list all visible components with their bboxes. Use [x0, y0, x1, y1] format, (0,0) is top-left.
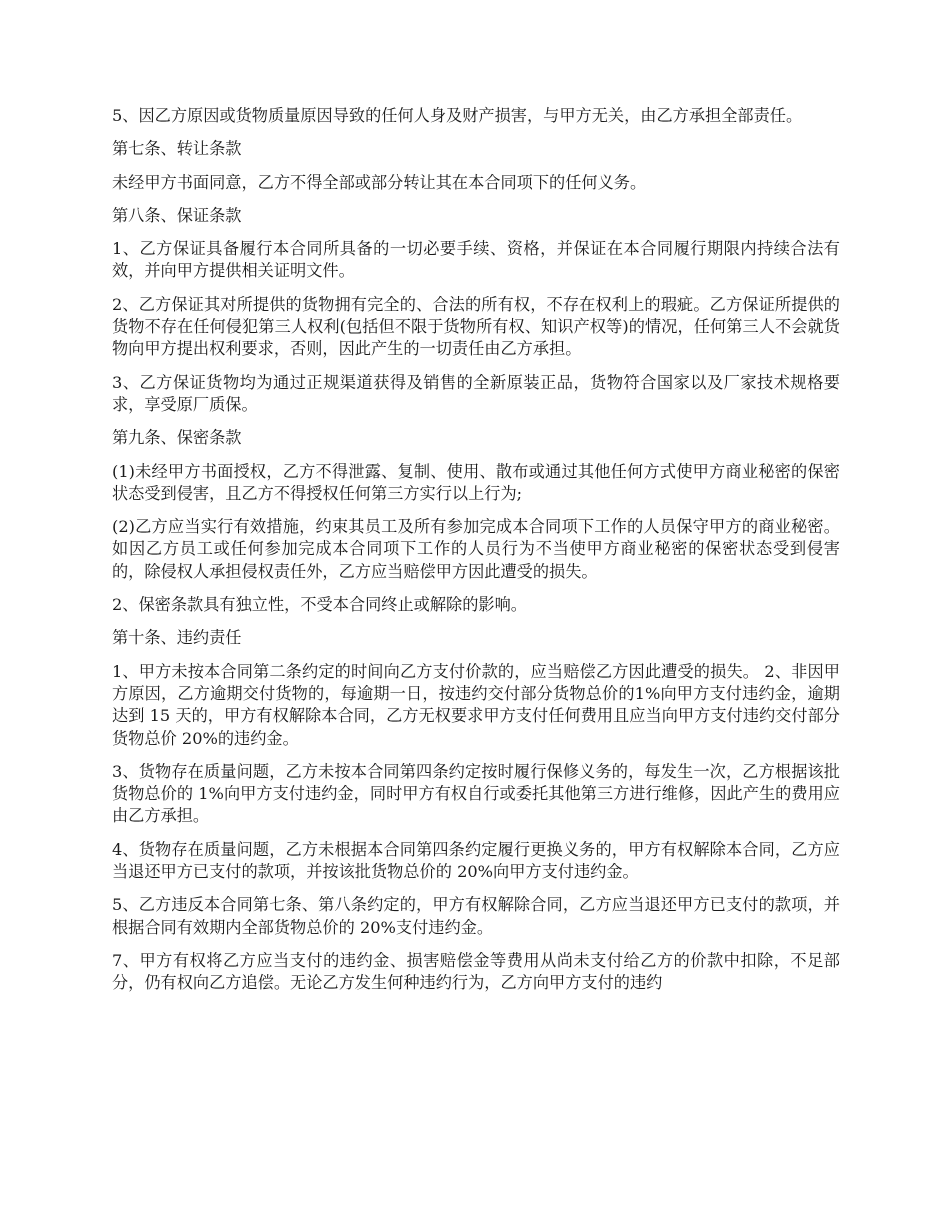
breach-clause-1-2: 1、甲方未按本合同第二条约定的时间向乙方支付价款的，应当赔偿乙方因此遭受的损失。 2、非因甲方原因，乙方逾期交付货物的，每逾期一日，按违约交付部分货物总价的1%向甲方支付违约金，逾期达到 15 天的，甲方有权解除本合同，乙方无权要求甲方支付任何费用且应当向甲方支付违约交付部分货物总价 20%的违约金。: [112, 661, 840, 748]
clause-5-liability: 5、因乙方原因或货物质量原因导致的任何人身及财产损害，与甲方无关，由乙方承担全部责任。: [112, 106, 803, 125]
heading-article-7: 第七条、转让条款: [112, 139, 242, 159]
heading-article-8: 第八条、保证条款: [112, 205, 242, 225]
warranty-clause-2: 2、乙方保证其对所提供的货物拥有完全的、合法的所有权，不存在权利上的瑕疵。乙方保证所提供的货物不存在任何侵犯第三人权利(包括但不限于货物所有权、知识产权等)的情况，任何第三人不会就货物向甲方提出权利要求，否则，因此产生的一切责任由乙方承担。: [112, 294, 840, 359]
breach-clause-4: 4、货物存在质量问题，乙方未根据本合同第四条约定履行更换义务的，甲方有权解除本合同，乙方应当退还甲方已支付的款项，并按该批货物总价的 20%向甲方支付违约金。: [112, 839, 840, 882]
document-body: [112, 105, 840, 1006]
breach-clause-7: 7、甲方有权将乙方应当支付的违约金、损害赔偿金等费用从尚未支付给乙方的价款中扣除，不足部分，仍有权向乙方追偿。无论乙方发生何种违约行为，乙方向甲方支付的违约: [112, 950, 840, 993]
heading-article-10: 第十条、违约责任: [112, 628, 242, 648]
breach-clause-3: 3、货物存在质量问题，乙方未按本合同第四条约定按时履行保修义务的，每发生一次，乙方根据该批货物总价的 1%向甲方支付违约金，同时甲方有权自行或委托其他第三方进行维修，因此产生的费用应由乙方承担。: [112, 761, 840, 826]
breach-clause-5: 5、乙方违反本合同第七条、第八条约定的，甲方有权解除合同，乙方应当退还甲方已支付的款项，并根据合同有效期内全部货物总价的 20%支付违约金。: [112, 895, 840, 937]
confidentiality-clause-2: (2)乙方应当实行有效措施，约束其员工及所有参加完成本合同项下工作的人员保守甲方的商业秘密。如因乙方员工或任何参加完成本合同项下工作的人员行为不当使甲方商业秘密的保密状态受到侵害的，除侵权人承担侵权责任外，乙方应当赔偿甲方因此遭受的损失。: [112, 517, 840, 581]
transfer-clause: 未经甲方书面同意，乙方不得全部或部分转让其在本合同项下的任何义务。: [112, 172, 647, 192]
confidentiality-clause-1: (1)未经甲方书面授权，乙方不得泄露、复制、使用、散布或通过其他任何方式使甲方商业秘密的保密状态受到侵害，且乙方不得授权任何第三方实行以上行为;: [112, 461, 840, 503]
warranty-clause-1: 1、乙方保证具备履行本合同所具备的一切必要手续、资格，并保证在本合同履行期限内持续合法有效，并向甲方提供相关证明文件。: [112, 239, 840, 281]
confidentiality-independence: 2、保密条款具有独立性，不受本合同终止或解除的影响。: [112, 595, 527, 615]
heading-article-9: 第九条、保密条款: [112, 428, 242, 448]
warranty-clause-3: 3、乙方保证货物均为通过正规渠道获得及销售的全新原装正品，货物符合国家以及厂家技术规格要求，享受原厂质保。: [112, 372, 840, 414]
